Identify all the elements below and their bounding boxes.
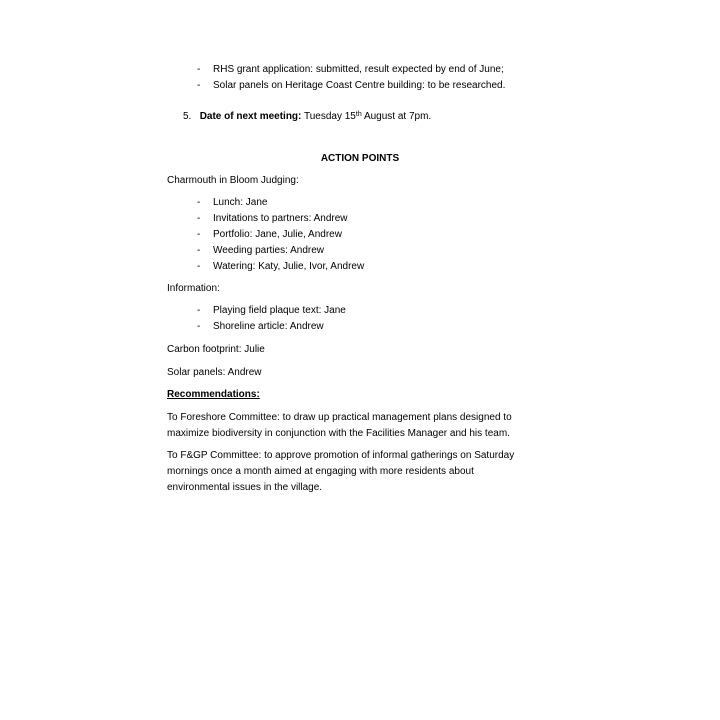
solar-panels-line: Solar panels: Andrew [167,367,262,378]
next-meeting-colon: : [298,111,302,122]
list-item-text: Watering: Katy, Julie, Ivor, Andrew [213,261,365,272]
list-item-text: Invitations to partners: Andrew [213,213,348,224]
action-points-heading: ACTION POINTS [320,153,400,164]
bullet-dash: - [197,261,201,272]
fgp-recommendation [167,448,557,496]
bloom-heading: Charmouth in Bloom Judging: [167,175,299,186]
paragraph-line: mornings once a month aimed at engaging with more residents about [167,466,474,477]
paragraph-line: environmental issues in the village. [167,482,323,493]
bullet-dash: - [197,229,201,240]
bullet-dash: - [197,80,201,91]
bullet-dash: - [197,305,201,316]
bullet-dash: - [197,197,201,208]
next-meeting-label: Date of next meeting [199,111,299,122]
item-number: 5. [183,111,192,122]
list-item-text: Weeding parties: Andrew [213,245,324,256]
information-heading: Information: [167,283,220,294]
paragraph-line: To F&GP Committee: to approve promotion of informal gatherings on Saturday [167,450,515,461]
paragraph-line: To Foreshore Committee: to draw up practical management plans designed to [167,412,512,423]
list-item-text: Shoreline article: Andrew [213,321,324,332]
carbon-footprint-line: Carbon footprint: Julie [167,344,265,355]
list-item-text: Playing field plaque text: Jane [213,305,346,316]
paragraph-line: maximize biodiversity in conjunction with the Facilities Manager and his team. [167,428,510,439]
bullet-dash: - [197,321,201,332]
list-item-text: RHS grant application: submitted, result expected by end of June; [213,64,504,75]
bullet-dash: - [197,213,201,224]
next-meeting-date: Tuesday 15 [301,111,356,122]
foreshore-recommendation [167,410,557,442]
bullet-dash: - [197,245,201,256]
next-meeting-line [183,109,431,125]
bullet-dash: - [197,64,201,75]
list-item-text: Solar panels on Heritage Coast Centre building: to be researched. [213,80,506,91]
list-item-text: Portfolio: Jane, Julie, Andrew [213,229,342,240]
date-ordinal-suffix: th [355,111,362,118]
recommendations-heading: Recommendations: [167,389,260,400]
list-item-text: Lunch: Jane [213,197,268,208]
next-meeting-time: August at 7pm. [361,111,432,122]
